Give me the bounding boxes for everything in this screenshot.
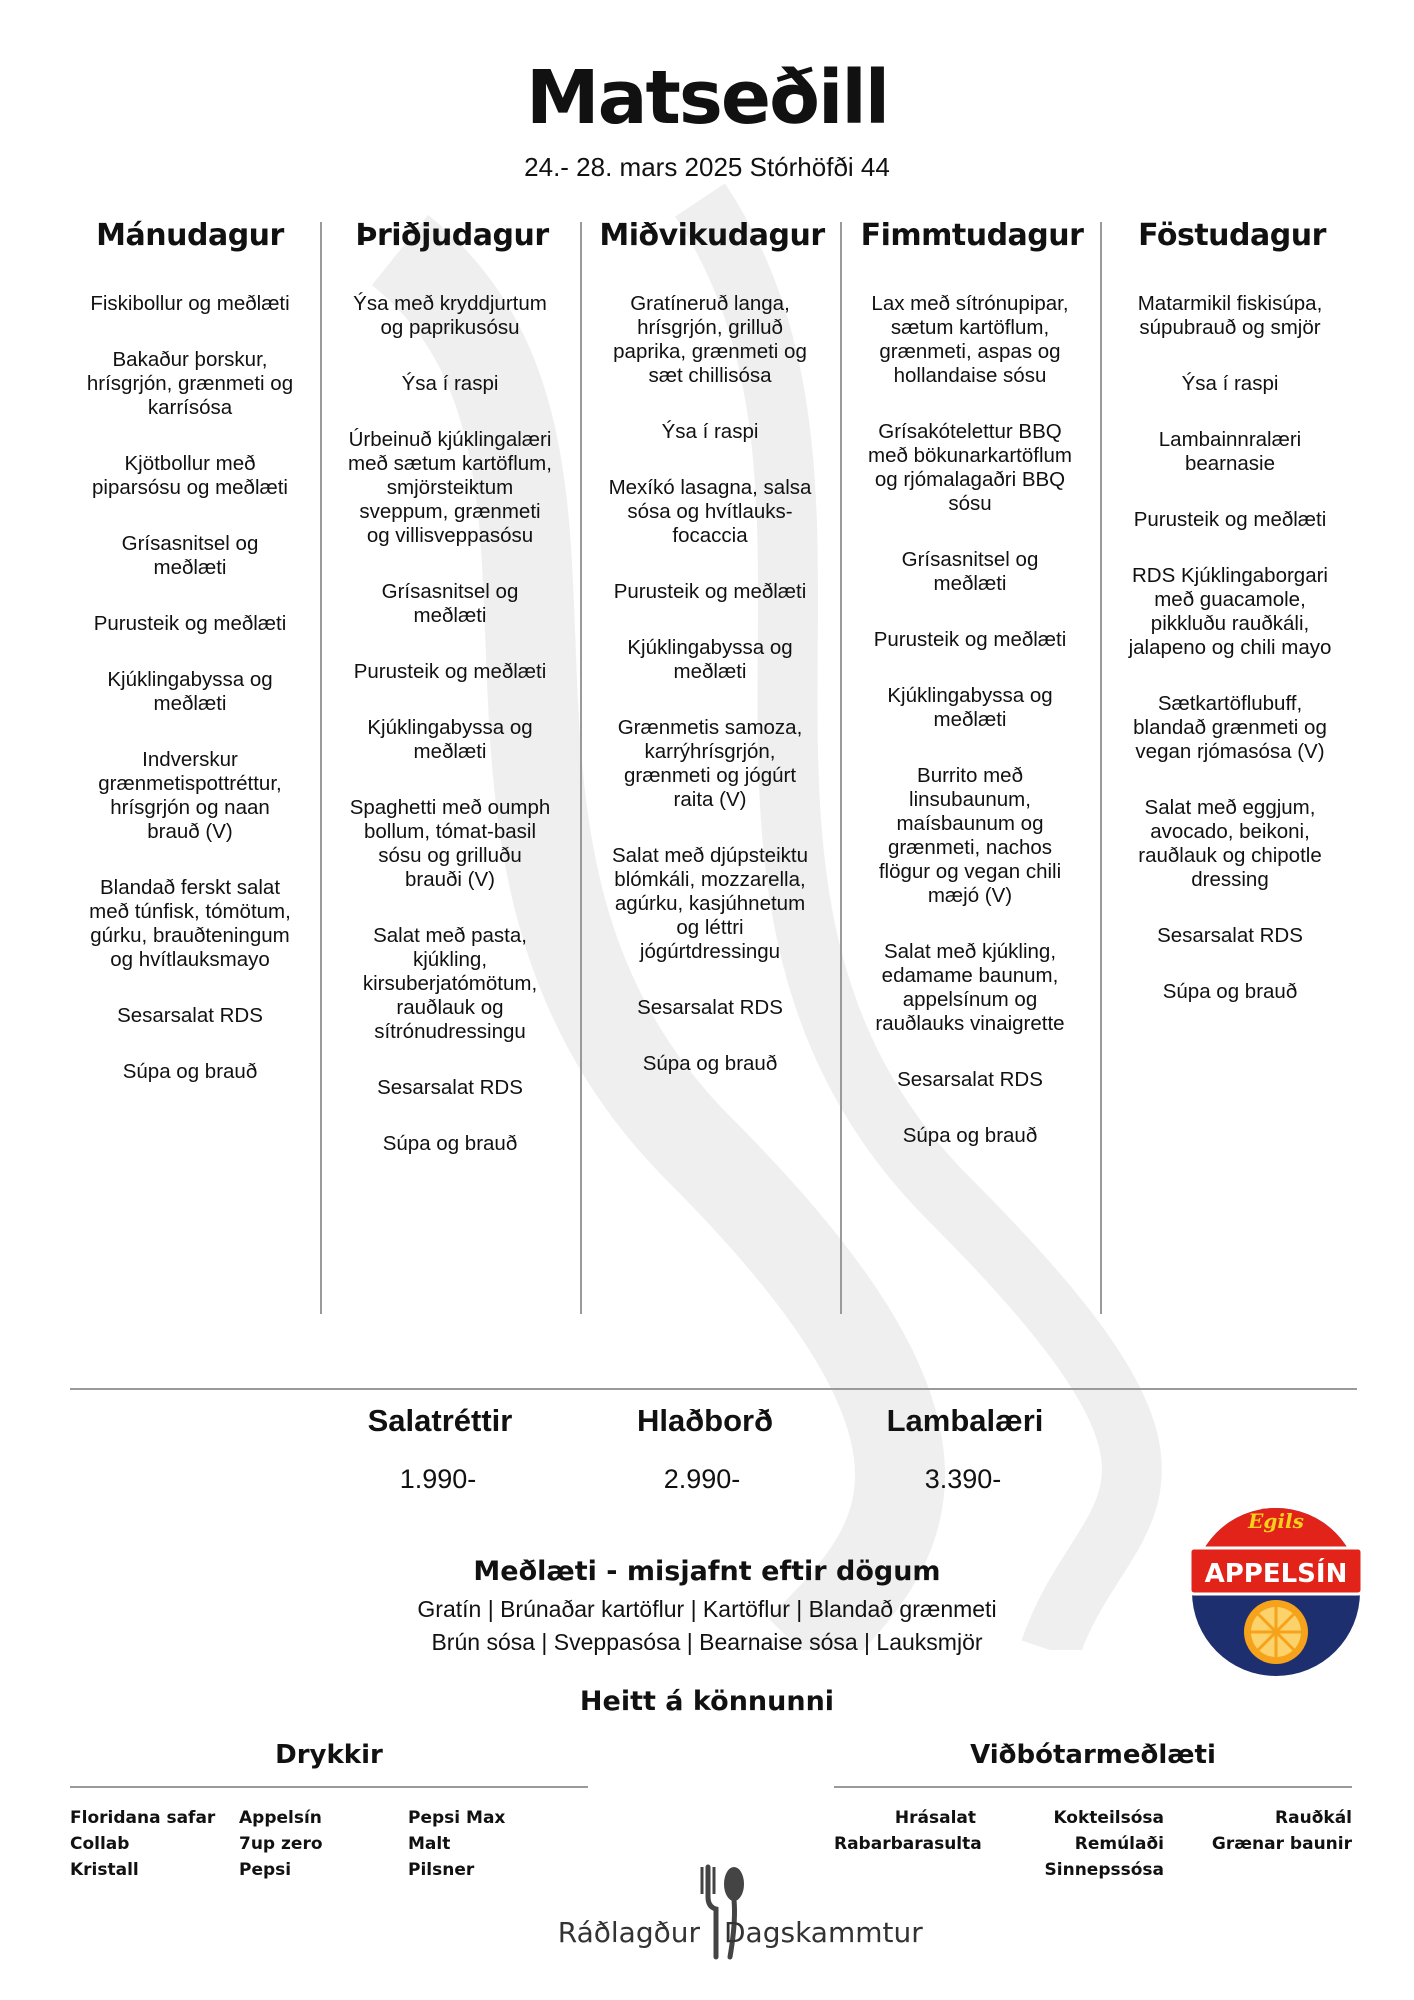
menu-item: Ýsa í raspi — [1181, 372, 1279, 395]
day-header-thursday: Fimmtudagur — [860, 218, 1084, 253]
menu-item: Lambainnralæri bearnasie — [1158, 428, 1302, 475]
menu-item: Bakaður þorskur, hrísgrjón, grænmeti og karrísósa — [86, 348, 294, 419]
menu-column-thursday — [850, 292, 1090, 1180]
day-header-friday: Föstudagur — [1138, 218, 1326, 253]
menu-item: Gratíneruð langa, hrísgrjón, grilluð paprika, grænmeti og sæt chillisósa — [613, 292, 807, 387]
day-header-wednesday: Miðvikudagur — [599, 218, 825, 253]
drinks-title: Drykkir — [275, 1740, 383, 1770]
menu-item: Purusteik og meðlæti — [93, 612, 287, 635]
menu-item: Kjúklingabyssa og meðlæti — [107, 668, 273, 715]
column-divider — [1100, 222, 1102, 1314]
menu-item: Spaghetti með oumph bollum, tómat-basil sósu og grilluðu brauði (V) — [349, 796, 551, 891]
page-title: Matseðill — [525, 55, 889, 141]
logo-top-text: Egils — [1248, 1509, 1304, 1533]
menu-column-tuesday — [330, 292, 570, 1188]
menu-item: Sesarsalat RDS — [637, 996, 783, 1019]
menu-item: Sesarsalat RDS — [897, 1068, 1043, 1091]
menu-item: Purusteik og meðlæti — [1133, 508, 1327, 531]
brand-right-text: Dagskammtur — [724, 1916, 923, 1949]
drinks-column-2: Appelsín 7up zero Pepsi — [239, 1808, 323, 1880]
price-value-lamb: 3.390- — [924, 1464, 1002, 1494]
menu-item: Ýsa í raspi — [401, 372, 499, 395]
menu-item: Grísakótelettur BBQ með bökunarkartöflum og rjómalagaðri BBQ sósu — [868, 420, 1072, 515]
menu-item: Sesarsalat RDS — [117, 1004, 263, 1027]
column-divider — [580, 222, 582, 1314]
section-divider — [70, 1388, 1357, 1390]
menu-item: Salat með kjúkling, edamame baunum, appelsínum og rauðlauks vinaigrette — [875, 940, 1065, 1035]
menu-item: Salat með eggjum, avocado, beikoni, rauðlauk og chipotle dressing — [1138, 796, 1322, 891]
extras-column-2: Kokteilsósa Remúlaði Sinnepssósa — [1044, 1808, 1164, 1880]
price-value-salad: 1.990- — [399, 1464, 477, 1494]
menu-item: Grænmetis samoza, karrýhrísgrjón, grænmeti og jógúrt raita (V) — [617, 716, 803, 811]
menu-item: Kjötbollur með piparsósu og meðlæti — [92, 452, 288, 499]
day-header-tuesday: Þriðjudagur — [355, 218, 549, 253]
menu-item: Grísasnitsel og meðlæti — [901, 548, 1039, 595]
menu-column-wednesday — [590, 292, 830, 1108]
menu-item: Grísasnitsel og meðlæti — [381, 580, 519, 627]
menu-item: Purusteik og meðlæti — [873, 628, 1067, 651]
menu-item: Ýsa með kryddjurtum og paprikusósu — [353, 292, 547, 339]
menu-item: Lax með sítrónupipar, sætum kartöflum, grænmeti, aspas og hollandaise sósu — [871, 292, 1069, 387]
menu-item: Kjúklingabyssa og meðlæti — [887, 684, 1053, 731]
menu-item: Salat með djúpsteiktu blómkáli, mozzarella, agúrku, kasjúhnetum og léttri jógúrtdressingu — [611, 844, 808, 963]
menu-item: Matarmikil fiskisúpa, súpubrauð og smjör — [1137, 292, 1323, 339]
brand-logo — [530, 1862, 930, 1972]
menu-column-monday — [70, 292, 310, 1116]
menu-item: Mexíkó lasagna, salsa sósa og hvítlauks- focaccia — [608, 476, 812, 547]
menu-item: Blandað ferskt salat með túnfisk, tómötum, gúrku, brauðteningum og hvítlauksmayo — [89, 876, 291, 971]
column-divider — [840, 222, 842, 1314]
price-name-buffet: Hlaðborð — [636, 1403, 774, 1438]
menu-item: Indverskur grænmetispottréttur, hrísgrjón og naan brauð (V) — [98, 748, 282, 843]
sides-line-1: Gratín | Brúnaðar kartöflur | Kartöflur | Blandað grænmeti — [417, 1596, 997, 1622]
menu-item: Kjúklingabyssa og meðlæti — [367, 716, 533, 763]
menu-item: Súpa og brauð — [122, 1060, 258, 1083]
extras-column-1: Hrásalat Rabarbarasulta — [834, 1808, 982, 1854]
extras-title: Viðbótarmeðlæti — [970, 1740, 1216, 1770]
hot-coffee-note: Heitt á könnunni — [579, 1686, 835, 1717]
menu-item: Ýsa í raspi — [661, 420, 759, 443]
price-value-buffet: 2.990- — [663, 1464, 741, 1494]
menu-item: Fiskibollur og meðlæti — [90, 292, 290, 315]
extras-column-3: Rauðkál Grænar baunir — [1211, 1808, 1352, 1854]
column-divider — [320, 222, 322, 1314]
menu-item: Grísasnitsel og meðlæti — [121, 532, 259, 579]
brand-left-text: Ráðlagður — [557, 1916, 700, 1949]
sides-line-2: Brún sósa | Sveppasósa | Bearnaise sósa | Lauksmjör — [431, 1629, 983, 1655]
day-header-monday: Mánudagur — [96, 218, 284, 253]
menu-item: Purusteik og meðlæti — [613, 580, 807, 603]
menu-item: Sætkartöflubuff, blandað grænmeti og vegan rjómasósa (V) — [1133, 692, 1327, 763]
extras-divider — [834, 1786, 1352, 1788]
page-subtitle: 24.- 28. mars 2025 Stórhöfði 44 — [524, 152, 890, 182]
menu-item: Burrito með linsubaunum, maísbaunum og grænmeti, nachos flögur og vegan chili mæjó (V) — [878, 764, 1062, 907]
menu-item: Súpa og brauð — [1162, 980, 1298, 1003]
menu-item: Súpa og brauð — [902, 1124, 1038, 1147]
menu-item: Kjúklingabyssa og meðlæti — [627, 636, 793, 683]
menu-item: Súpa og brauð — [382, 1132, 518, 1155]
menu-item: Salat með pasta, kjúkling, kirsuberjatómötum, rauðlauk og sítrónudressingu — [362, 924, 538, 1043]
menu-item: Sesarsalat RDS — [377, 1076, 523, 1099]
price-name-salad: Salatréttir — [367, 1403, 513, 1438]
menu-item: Úrbeinuð kjúklingalæri með sætum kartöflum, smjörsteiktum sveppum, grænmeti og villisveppasósu — [348, 428, 552, 547]
menu-item: Purusteik og meðlæti — [353, 660, 547, 683]
drinks-column-1: Floridana safar Collab Kristall — [70, 1808, 216, 1880]
price-name-lamb: Lambalæri — [886, 1403, 1044, 1438]
drinks-column-3: Pepsi Max Malt Pilsner — [408, 1808, 506, 1880]
menu-column-friday — [1110, 292, 1350, 1036]
menu-item: Sesarsalat RDS — [1157, 924, 1303, 947]
drinks-divider — [70, 1786, 588, 1788]
sides-title: Meðlæti - misjafnt eftir dögum — [473, 1556, 941, 1587]
menu-item: RDS Kjúklingaborgari með guacamole, pikkluðu rauðkáli, jalapeno og chili mayo — [1128, 564, 1332, 659]
menu-item: Súpa og brauð — [642, 1052, 778, 1075]
logo-main-text: APPELSÍN — [1204, 1559, 1348, 1589]
